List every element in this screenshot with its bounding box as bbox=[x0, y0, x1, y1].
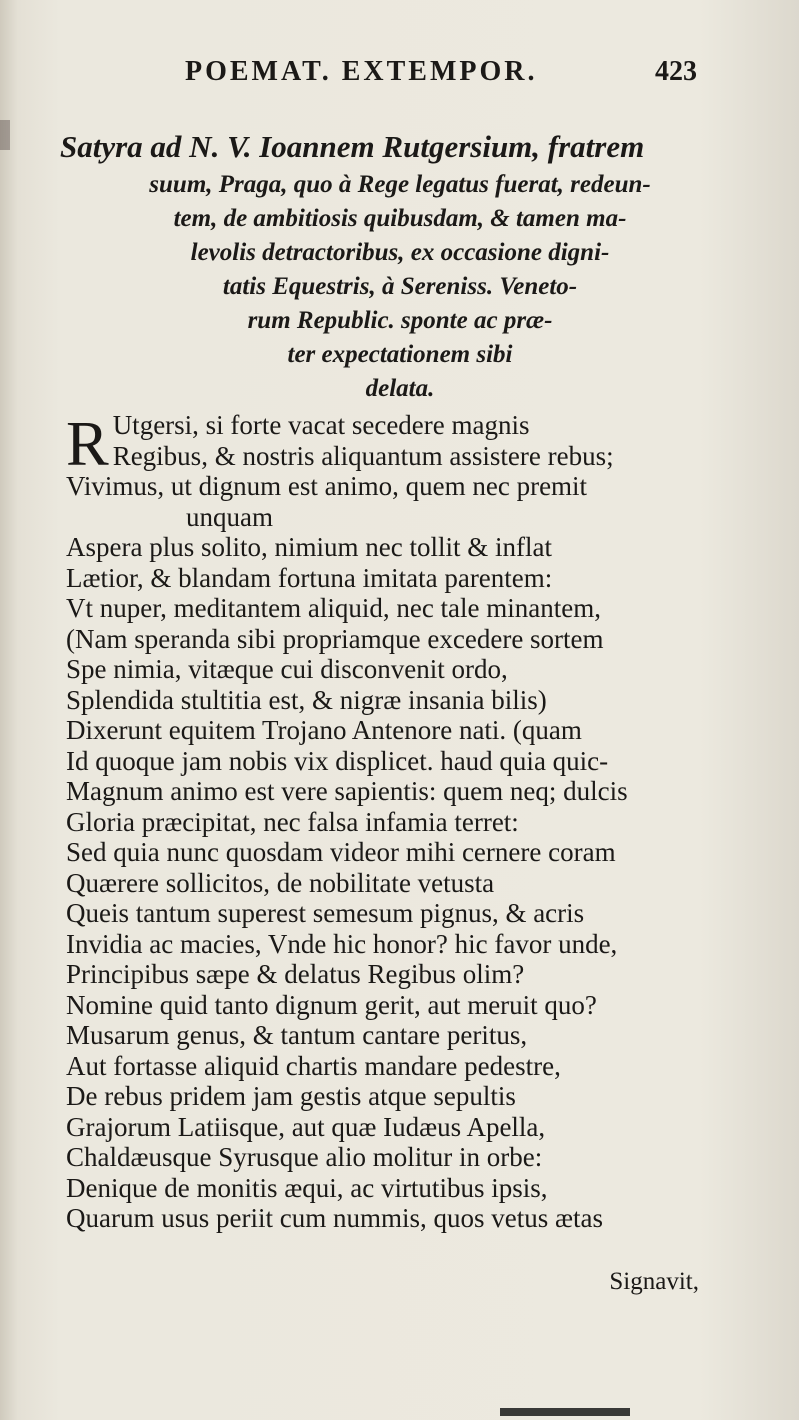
verse-line: Utgersi, si forte vacat secedere magnis bbox=[112, 410, 530, 440]
heading-line: Satyra ad N. V. Ioannem Rutgersium, fratrem bbox=[60, 129, 645, 164]
heading-line: levolis detractoribus, ex occasione digni- bbox=[190, 239, 610, 266]
verse-line: Regibus, & nostris aliquantum assistere rebus; bbox=[112, 440, 614, 471]
verse-line: Vt nuper, meditantem aliquid, nec tale minantem, bbox=[66, 593, 602, 623]
page-number: 423 bbox=[655, 56, 697, 87]
verse-line: Spe nimia, vitæque cui disconvenit ordo, bbox=[66, 654, 508, 684]
verse-line: Lætior, & blandam fortuna imitata parentem: bbox=[66, 562, 553, 593]
catchword: Signavit, bbox=[609, 1268, 699, 1295]
heading-line: delata. bbox=[365, 375, 435, 402]
verse-line-continuation: unquam bbox=[186, 501, 273, 532]
running-head-title: POEMAT. EXTEMPOR. bbox=[185, 56, 538, 87]
verse-line: Nomine quid tanto dignum gerit, aut meruit quo? bbox=[66, 989, 597, 1020]
poem-heading bbox=[60, 126, 740, 406]
verse-line: Principibus sæpe & delatus Regibus olim? bbox=[66, 959, 525, 989]
verse-line: Dixerunt equitem Trojano Antenore nati. (quam bbox=[66, 715, 582, 745]
heading-line: suum, Praga, quo à Rege legatus fuerat, redeun- bbox=[149, 171, 651, 198]
verse-line: (Nam speranda sibi propriamque excedere sortem bbox=[66, 623, 604, 654]
verse-line: Musarum genus, & tantum cantare peritus, bbox=[66, 1020, 528, 1050]
verse-line: Sed quia nunc quosdam videor mihi cernere coram bbox=[66, 837, 616, 867]
verse-line: Gloria præcipitat, nec falsa infamia terret: bbox=[66, 806, 519, 837]
poem-body bbox=[66, 410, 786, 1234]
verse-line: Quærere sollicitos, de nobilitate vetusta bbox=[66, 867, 495, 898]
verse-line: Chaldæusque Syrusque alio molitur in orbe: bbox=[66, 1142, 543, 1172]
verse-line: Grajorum Latiisque, aut quæ Iudæus Apella, bbox=[66, 1111, 546, 1142]
heading-line: tatis Equestris, à Sereniss. Veneto- bbox=[222, 273, 578, 300]
verse-line: Invidia ac macies, Vnde hic honor? hic favor unde, bbox=[66, 928, 618, 959]
verse-line: De rebus pridem jam gestis atque sepultis bbox=[66, 1081, 516, 1111]
heading-line: ter expectationem sibi bbox=[287, 341, 513, 368]
running-head bbox=[0, 50, 799, 90]
verse-line: Id quoque jam nobis vix displicet. haud quia quic- bbox=[66, 745, 609, 776]
verse-line: Aspera plus solito, nimium nec tollit & inflat bbox=[66, 532, 552, 562]
heading-line: tem, de ambitiosis quibusdam, & tamen ma- bbox=[173, 205, 627, 232]
heading-line: rum Republic. sponte ac præ- bbox=[247, 307, 553, 334]
verse-line: Queis tantum superest semesum pignus, & acris bbox=[66, 898, 585, 928]
drop-cap: R bbox=[66, 408, 109, 479]
printing-smudge bbox=[500, 1408, 630, 1416]
verse-line: Vivimus, ut dignum est animo, quem nec premit bbox=[66, 471, 588, 501]
verse-line: Denique de monitis æqui, ac virtutibus ipsis, bbox=[66, 1172, 548, 1203]
verse-line: Quarum usus periit cum nummis, quos vetus ætas bbox=[66, 1203, 603, 1233]
margin-stain bbox=[0, 120, 10, 150]
verse-line: Splendida stultitia est, & nigræ insania bilis) bbox=[66, 684, 547, 715]
verse-line: Aut fortasse aliquid chartis mandare pedestre, bbox=[66, 1050, 561, 1081]
verse-line: Magnum animo est vere sapientis: quem neq; dulcis bbox=[66, 776, 628, 806]
